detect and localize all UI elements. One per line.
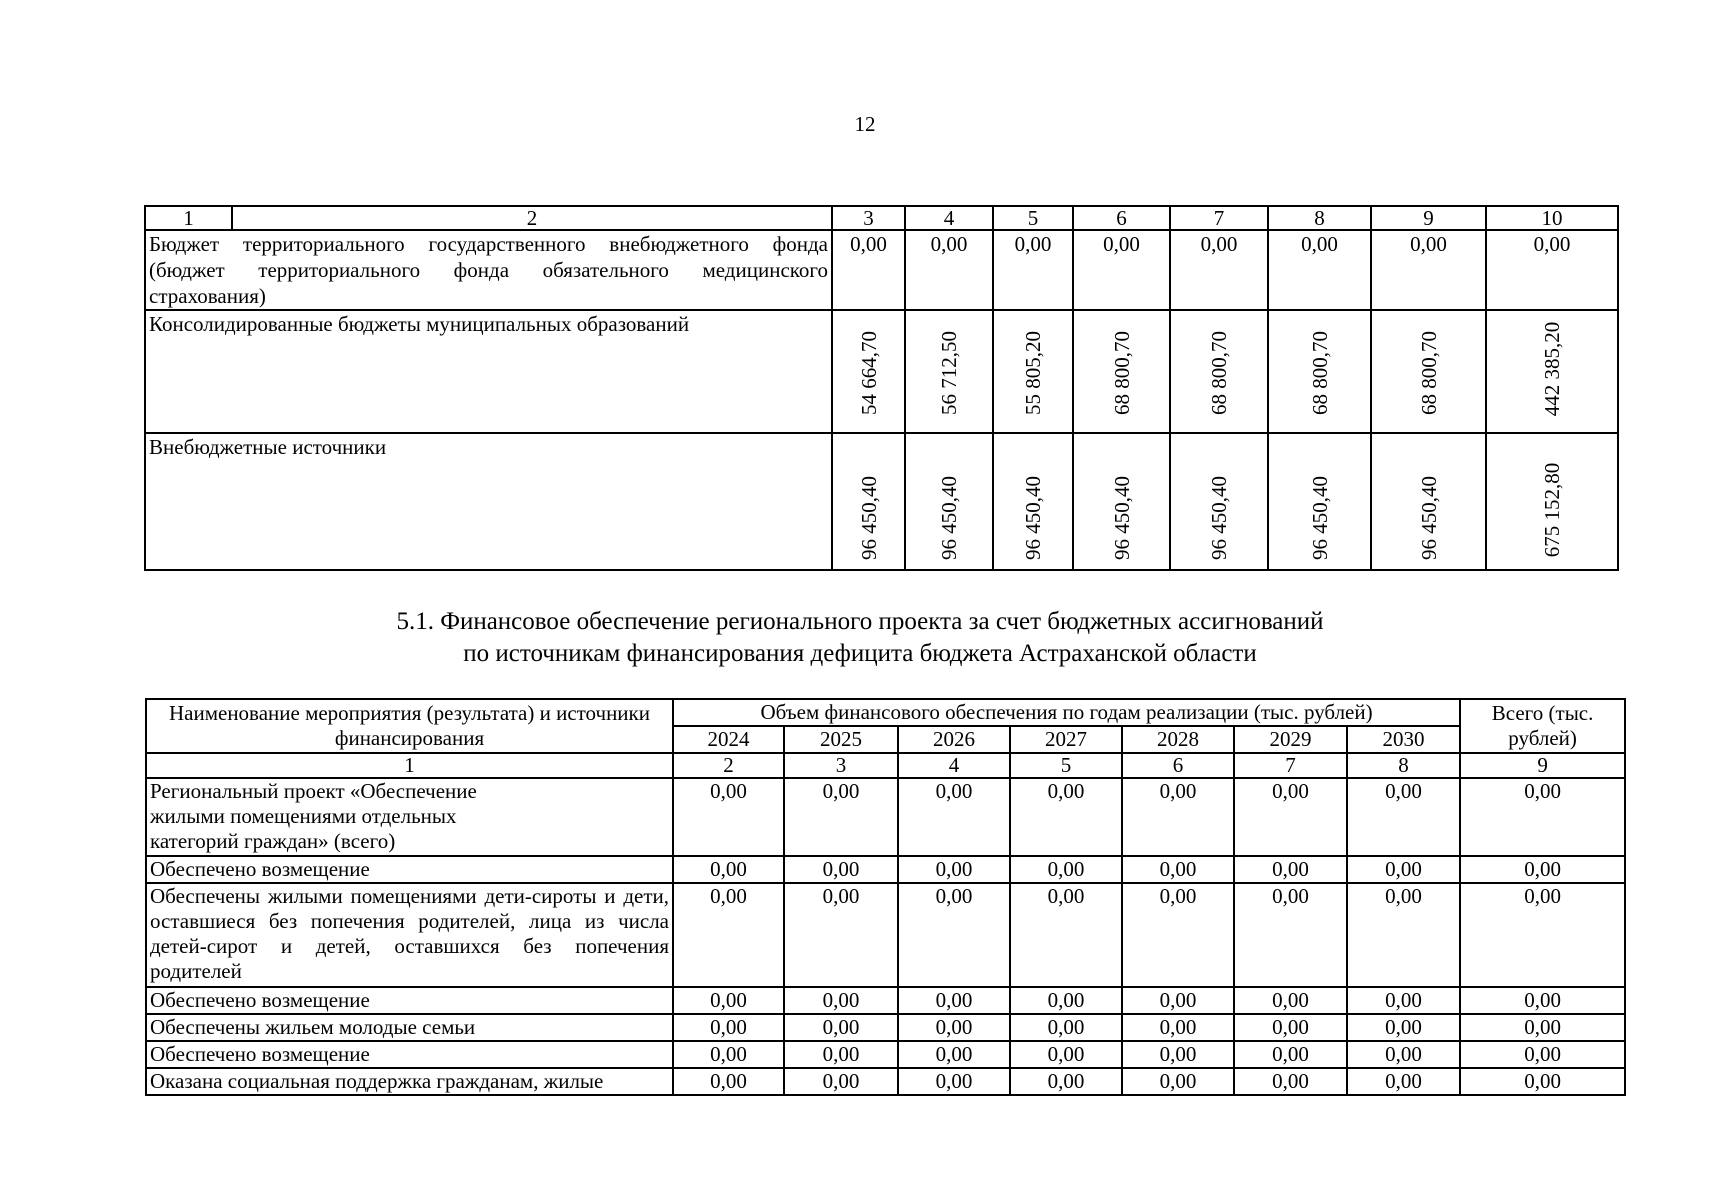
value-cell: 0,00 [784, 1068, 898, 1095]
value-cell: 0,00 [1122, 1041, 1234, 1068]
row-label: Внебюджетные источники [145, 433, 832, 570]
column-numbers-row [146, 753, 1625, 778]
vertical-value: 675 152,80 [1540, 462, 1564, 558]
value-cell: 0,00 [1371, 230, 1486, 310]
column-number: 3 [832, 206, 905, 230]
table-row [146, 778, 1625, 856]
column-number: 3 [784, 753, 898, 778]
value-cell: 0,00 [1347, 778, 1460, 856]
value-cell: 0,00 [673, 1041, 784, 1068]
value-cell: 0,00 [1460, 987, 1625, 1014]
value-cell [1371, 310, 1486, 433]
year-header: 2025 [784, 726, 898, 753]
value-cell [1170, 310, 1268, 433]
value-cell: 0,00 [993, 230, 1073, 310]
value-cell [905, 433, 993, 570]
value-cell: 0,00 [1347, 987, 1460, 1014]
value-cell: 0,00 [905, 230, 993, 310]
value-cell: 0,00 [1347, 1014, 1460, 1041]
value-cell: 0,00 [898, 883, 1010, 987]
row-label: Обеспечены жилыми помещениями дети-сироты и дети, оставшиеся без попечения родителей, лица из числа детей-сирот и детей, оставшихся без попечения родителей [146, 883, 673, 987]
value-cell: 0,00 [673, 987, 784, 1014]
value-cell: 0,00 [1010, 1068, 1122, 1095]
year-header: 2024 [673, 726, 784, 753]
value-cell: 0,00 [1073, 230, 1170, 310]
value-cell: 0,00 [1460, 778, 1625, 856]
value-cell: 0,00 [1122, 1068, 1234, 1095]
table-row [146, 1014, 1625, 1041]
value-cell: 0,00 [1122, 883, 1234, 987]
value-cell: 0,00 [784, 987, 898, 1014]
value-cell: 0,00 [1347, 1041, 1460, 1068]
value-cell: 0,00 [1460, 856, 1625, 883]
value-cell: 0,00 [1460, 1068, 1625, 1095]
value-cell: 0,00 [673, 1014, 784, 1041]
table-row [145, 230, 1618, 310]
vertical-value: 54 664,70 [856, 331, 881, 415]
value-cell: 0,00 [1347, 1068, 1460, 1095]
vertical-value: 68 800,70 [1207, 331, 1231, 415]
value-cell: 0,00 [1486, 230, 1618, 310]
row-label: Оказана социальная поддержка гражданам, жилые [146, 1068, 673, 1095]
column-number: 1 [146, 753, 673, 778]
value-cell: 0,00 [1122, 856, 1234, 883]
value-cell [993, 433, 1073, 570]
value-cell: 0,00 [1460, 1041, 1625, 1068]
year-header: 2030 [1347, 726, 1460, 753]
value-cell [1073, 310, 1170, 433]
section-title [0, 606, 1711, 670]
value-cell: 0,00 [673, 778, 784, 856]
value-cell: 0,00 [1122, 1014, 1234, 1041]
value-cell: 0,00 [784, 1014, 898, 1041]
column-number: 4 [905, 206, 993, 230]
year-header: 2028 [1122, 726, 1234, 753]
value-cell: 0,00 [832, 230, 905, 310]
value-cell: 0,00 [1170, 230, 1268, 310]
vertical-value: 68 800,70 [1416, 331, 1441, 415]
value-cell: 0,00 [1460, 883, 1625, 987]
vertical-value: 96 450,40 [1207, 476, 1231, 560]
value-cell [1073, 433, 1170, 570]
value-cell: 0,00 [1010, 856, 1122, 883]
value-cell: 0,00 [1010, 778, 1122, 856]
column-number: 2 [673, 753, 784, 778]
vertical-value: 68 800,70 [1307, 331, 1332, 415]
value-cell: 0,00 [898, 1014, 1010, 1041]
column-number: 4 [898, 753, 1010, 778]
column-number: 8 [1268, 206, 1371, 230]
table-row [146, 1068, 1625, 1095]
row-label [146, 778, 673, 856]
table-row [146, 1041, 1625, 1068]
value-cell [832, 310, 905, 433]
vertical-value: 96 450,40 [1307, 476, 1332, 560]
vertical-value: 68 800,70 [1109, 331, 1134, 415]
value-cell: 0,00 [898, 856, 1010, 883]
value-cell: 0,00 [898, 1068, 1010, 1095]
value-cell: 0,00 [1234, 987, 1347, 1014]
row-label: Бюджет территориального государственного внебюджетного фонда (бюджет территориального фонда обязательного медицинского страхования) [145, 230, 832, 310]
column-number: 6 [1122, 753, 1234, 778]
column-number: 2 [232, 206, 832, 230]
row-label: Обеспечено возмещение [146, 856, 673, 883]
value-cell: 0,00 [1010, 1041, 1122, 1068]
volume-header: Объем финансового обеспечения по годам реализации (тыс. рублей) [673, 699, 1460, 726]
column-number: 1 [145, 206, 232, 230]
vertical-value: 96 450,40 [1109, 476, 1134, 560]
value-cell: 0,00 [1347, 883, 1460, 987]
value-cell: 0,00 [1460, 1014, 1625, 1041]
value-cell: 0,00 [1347, 856, 1460, 883]
table-row [145, 433, 1618, 570]
value-cell: 0,00 [898, 778, 1010, 856]
vertical-value: 442 385,20 [1540, 321, 1564, 417]
value-cell: 0,00 [673, 883, 784, 987]
vertical-value: 96 450,40 [1021, 476, 1045, 560]
page-number: 12 [854, 112, 876, 136]
value-cell: 0,00 [1010, 1014, 1122, 1041]
column-number: 5 [993, 206, 1073, 230]
vertical-value: 96 450,40 [1416, 476, 1441, 560]
table-header-row [145, 206, 1618, 230]
value-cell: 0,00 [1234, 1014, 1347, 1041]
value-cell [832, 433, 905, 570]
value-cell: 0,00 [784, 883, 898, 987]
value-cell: 0,00 [784, 1041, 898, 1068]
value-cell: 0,00 [784, 856, 898, 883]
value-cell: 0,00 [1268, 230, 1371, 310]
total-header: Всего (тыс. рублей) [1460, 699, 1625, 753]
column-number: 9 [1460, 753, 1625, 778]
section-title-line: по источникам финансирования дефицита бюджета Астраханской области [463, 640, 1257, 667]
row-label: Обеспечено возмещение [146, 987, 673, 1014]
row-label: Обеспечены жильем молодые семьи [146, 1014, 673, 1041]
value-cell: 0,00 [784, 778, 898, 856]
value-cell: 0,00 [1234, 1041, 1347, 1068]
value-cell: 0,00 [673, 856, 784, 883]
column-number: 9 [1371, 206, 1486, 230]
vertical-value: 96 450,40 [856, 476, 881, 560]
value-cell [1486, 310, 1618, 433]
table-row [145, 310, 1618, 433]
value-cell [1371, 433, 1486, 570]
value-cell: 0,00 [1234, 883, 1347, 987]
column-number: 6 [1073, 206, 1170, 230]
value-cell [1268, 433, 1371, 570]
value-cell: 0,00 [1010, 987, 1122, 1014]
table-row [146, 987, 1625, 1014]
value-cell: 0,00 [898, 1041, 1010, 1068]
value-cell [1486, 433, 1618, 570]
table-row [146, 856, 1625, 883]
table-header-row [146, 699, 1625, 726]
column-number: 7 [1170, 206, 1268, 230]
table-row [146, 883, 1625, 987]
column-number: 7 [1234, 753, 1347, 778]
year-header: 2027 [1010, 726, 1122, 753]
row-label-text: Региональный проект «Обеспечение жилыми помещениями отдельных категорий граждан» (всего) [150, 779, 477, 853]
vertical-value: 56 712,50 [937, 331, 961, 415]
value-cell [905, 310, 993, 433]
section-title-line: 5.1. Финансовое обеспечение регионального проекта за счет бюджетных ассигнований [396, 608, 1324, 635]
year-header: 2029 [1234, 726, 1347, 753]
value-cell: 0,00 [673, 1068, 784, 1095]
row-label: Обеспечено возмещение [146, 1041, 673, 1068]
value-cell [1170, 433, 1268, 570]
value-cell: 0,00 [898, 987, 1010, 1014]
column-number: 10 [1486, 206, 1618, 230]
deficit-financing-table [145, 698, 1626, 1096]
name-column-header: Наименование мероприятия (результата) и источники финансирования [146, 699, 673, 753]
column-number: 8 [1347, 753, 1460, 778]
value-cell: 0,00 [1122, 778, 1234, 856]
financing-table-continued [144, 205, 1619, 571]
value-cell: 0,00 [1234, 778, 1347, 856]
value-cell: 0,00 [1122, 987, 1234, 1014]
value-cell [993, 310, 1073, 433]
value-cell: 0,00 [1234, 856, 1347, 883]
value-cell: 0,00 [1234, 1068, 1347, 1095]
value-cell [1268, 310, 1371, 433]
row-label: Консолидированные бюджеты муниципальных образований [145, 310, 832, 433]
value-cell: 0,00 [1010, 883, 1122, 987]
vertical-value: 96 450,40 [937, 476, 961, 560]
year-header: 2026 [898, 726, 1010, 753]
column-number: 5 [1010, 753, 1122, 778]
vertical-value: 55 805,20 [1021, 331, 1045, 415]
